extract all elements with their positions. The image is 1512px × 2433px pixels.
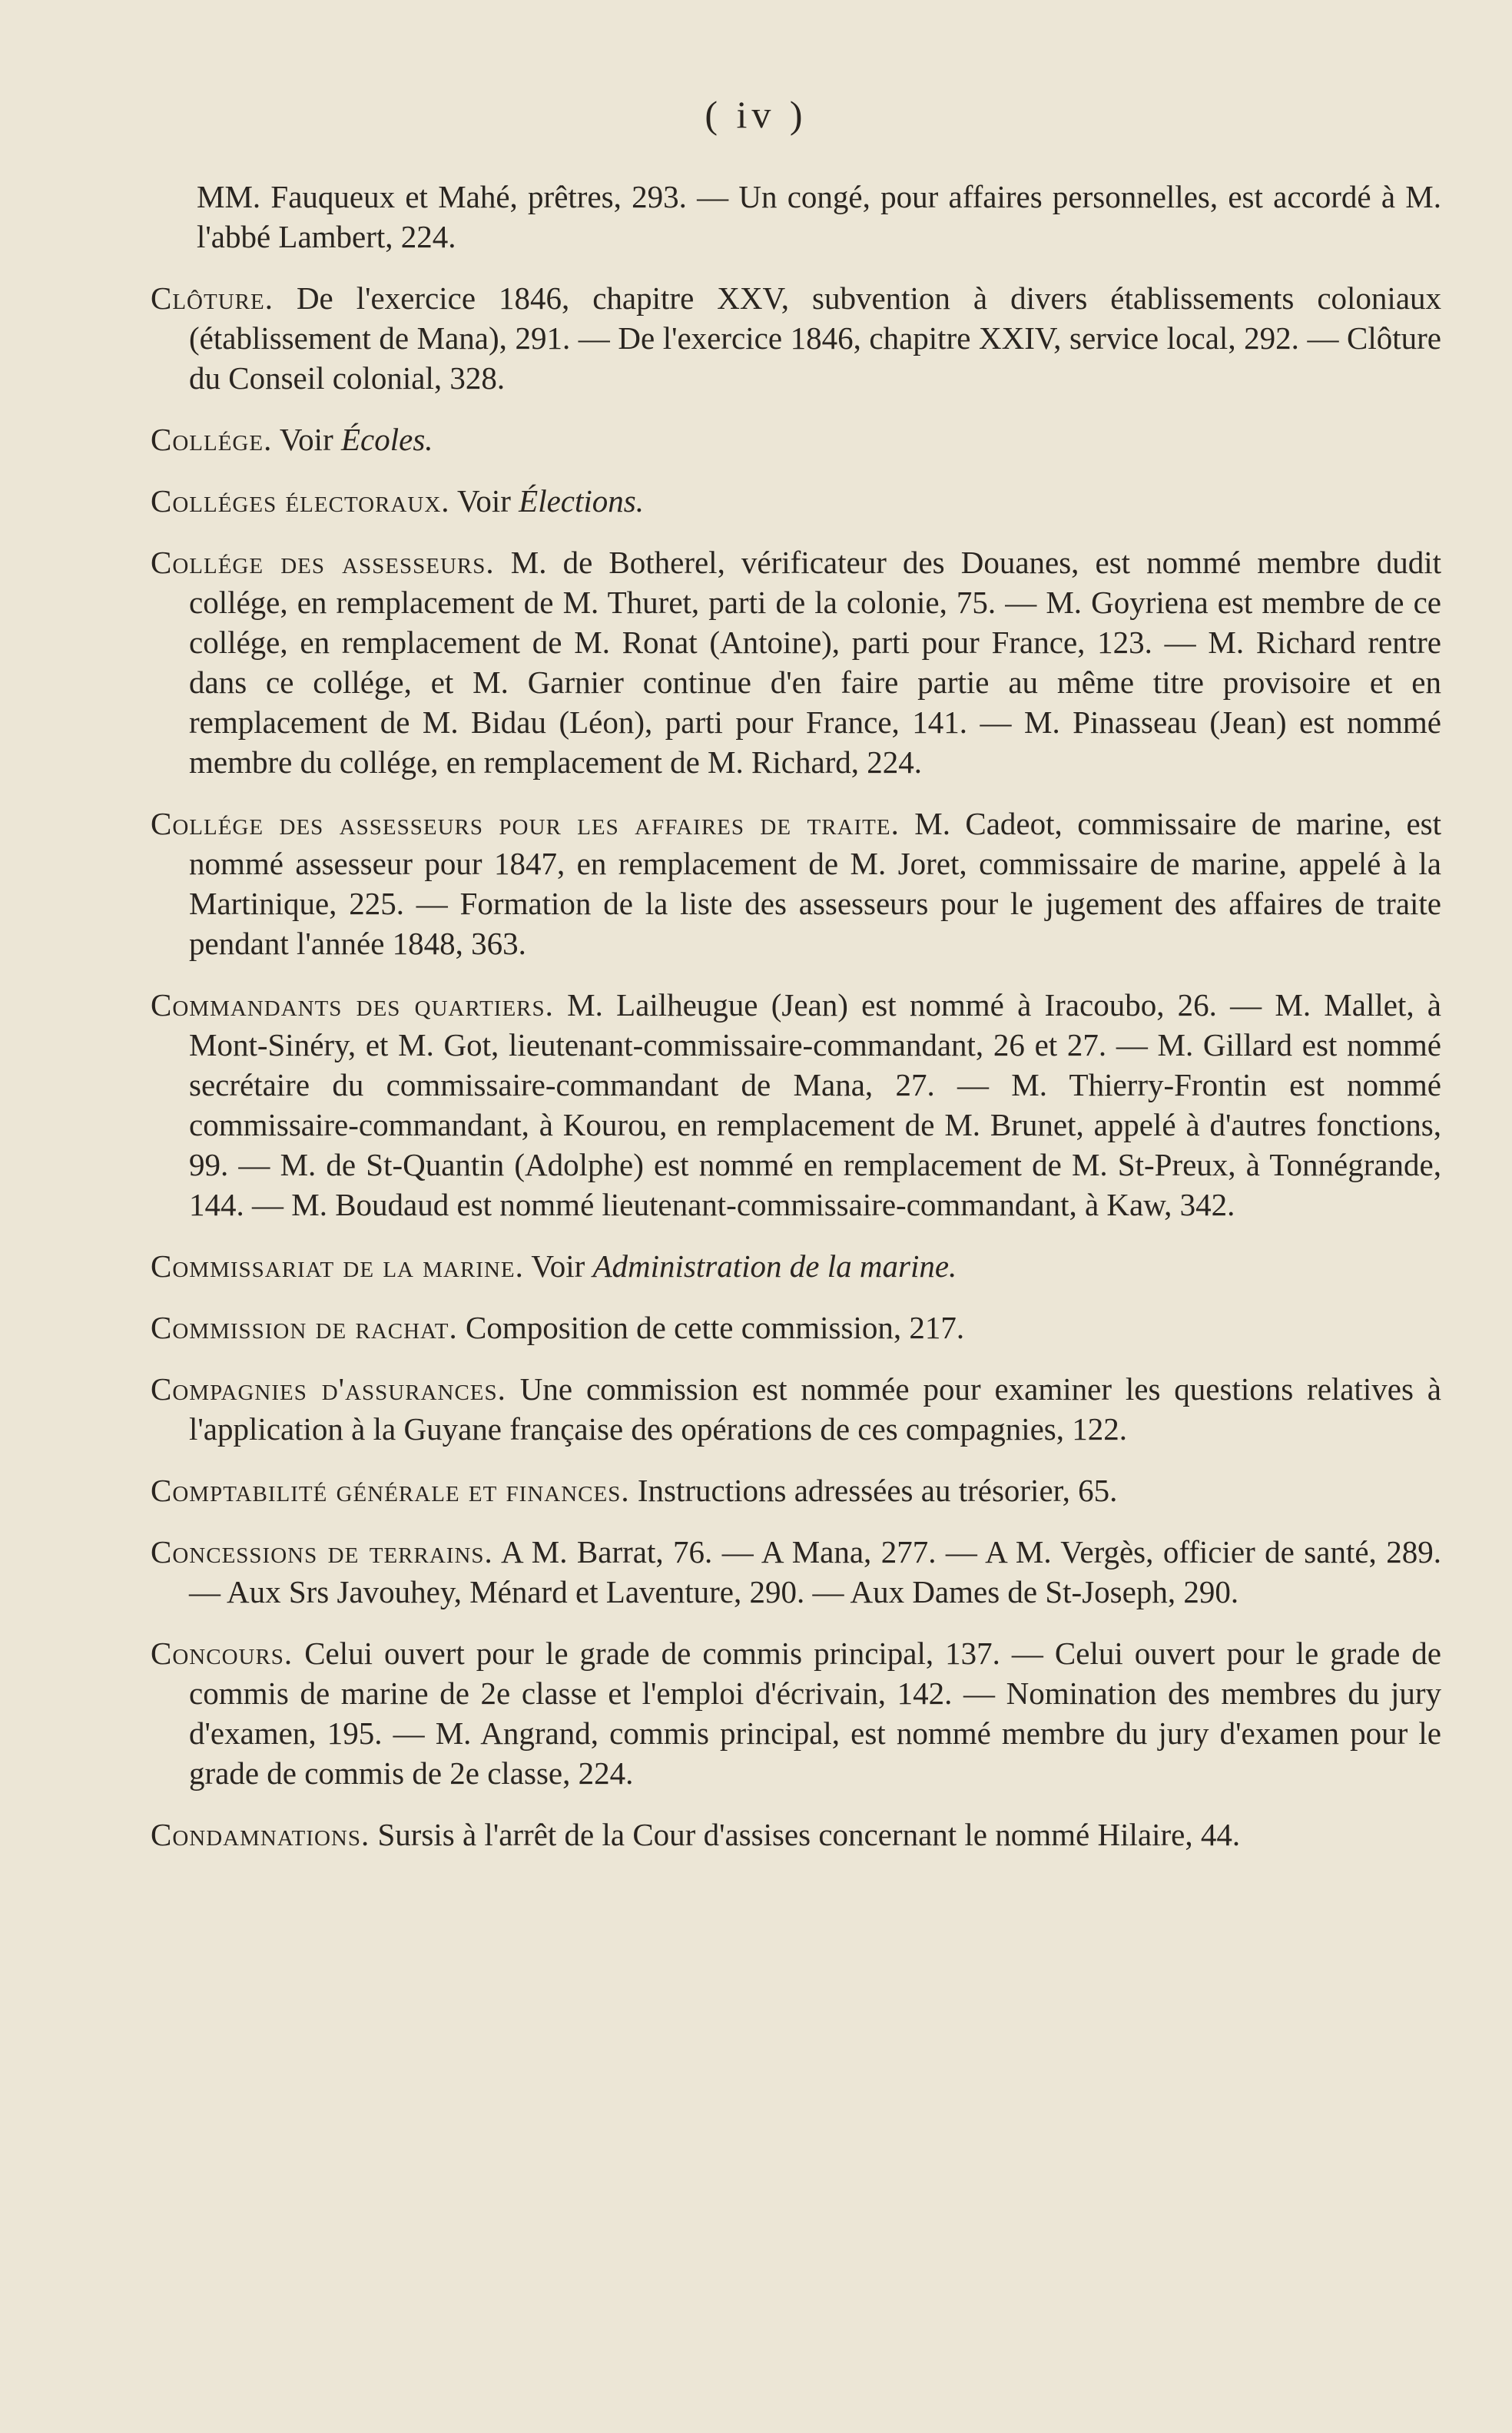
index-entry [151,1633,1441,1793]
entry-heading: Comptabilité générale et finances. [151,1473,630,1508]
entry-text: M. Lailheugue (Jean) est nommé à Iracoubo, 26. — M. Mallet, à Mont-Sinéry, et M. Got, lieutenant-commissaire-commandant, 26 et 27. — M. Gillard est nommé secrétaire du commissaire-commandant de Mana, 27. — M. Thierry-Frontin est nommé commissaire-commandant, à Kourou, en remplacement de M. Brunet, appelé à d'autres fonctions, 99. — M. de St-Quantin (Adolphe) est nommé en remplacement de M. St-Preux, à Tonnégrande, 144. — M. Boudaud est nommé lieutenant-commissaire-commandant, à Kaw, 342. [189,987,1442,1222]
index-entry [151,1369,1441,1449]
index-entry [151,481,1441,521]
index-entry [151,1532,1441,1612]
index-entry [151,1246,1441,1286]
entry-text: Sursis à l'arrêt de la Cour d'assises concernant le nommé Hilaire, 44. [377,1817,1241,1852]
entry-heading: Concessions de terrains. [151,1534,493,1570]
entry-heading: Concours. [151,1636,293,1671]
entry-heading: Clôture. [151,280,274,316]
entry-text: Voir [279,422,333,457]
index-entry [151,278,1441,398]
index-entry [151,1308,1441,1347]
entry-heading: Commandants des quartiers. [151,987,554,1023]
index-entry [151,1470,1441,1510]
entry-heading: Colléges électoraux. [151,483,450,519]
entry-text: Composition de cette commission, 217. [466,1310,965,1345]
entry-text: M. Cadeot, commissaire de marine, est nommé assesseur pour 1847, en remplacement de M. Joret, commissaire de marine, appelé à la Martinique, 225. — Formation de la liste des assesseurs pour le jugement des affaires de traite pendant l'année 1848, 363. [189,806,1441,961]
cross-reference: Élections. [519,483,644,519]
entry-text: A M. Barrat, 76. — A Mana, 277. — A M. Vergès, officier de santé, 289. — Aux Srs Javouhey, Ménard et Laventure, 290. — Aux Dames de St-Joseph, 290. [189,1534,1441,1609]
entry-text: Instructions adressées au trésorier, 65. [637,1473,1118,1508]
entry-text: Voir [457,483,511,519]
index-entry [151,804,1441,963]
entry-text: Une commission est nommée pour examiner les questions relatives à l'application à la Guyane française des opérations de ces compagnies, 122. [189,1371,1441,1447]
entry-heading: Collége des assesseurs pour les affaires de traite. [151,806,900,841]
entry-heading: Commissariat de la marine. [151,1248,524,1284]
entry-heading: Collége des assesseurs. [151,545,495,580]
entry-heading: Commission de rachat. [151,1310,458,1345]
entry-text: MM. Fauqueux et Mahé, prêtres, 293. — Un congé, pour affaires personnelles, est accordé à M. l'abbé Lambert, 224. [197,179,1441,254]
entry-heading: Compagnies d'assurances. [151,1371,506,1407]
index-entry [151,1815,1441,1855]
cross-reference: Écoles. [340,422,433,457]
entry-text: Voir [531,1248,585,1284]
index-entry [151,177,1441,257]
entry-text: De l'exercice 1846, chapitre XXV, subvention à divers établissements coloniaux (établissement de Mana), 291. — De l'exercice 1846, chapitre XXIV, service local, 292. — Clôture du Conseil colonial, 328. [189,280,1442,396]
entry-text: Celui ouvert pour le grade de commis principal, 137. — Celui ouvert pour le grade de commis de marine de 2e classe et l'emploi d'écrivain, 142. — Nomination des membres du jury d'examen, 195. — M. Angrand, commis principal, est nommé membre du jury d'examen pour le grade de commis de 2e classe, 224. [189,1636,1441,1791]
entry-heading: Collége. [151,422,273,457]
index-entry [151,985,1441,1225]
index-body [151,177,1441,1876]
entry-heading: Condamnations. [151,1817,370,1852]
cross-reference: Administration de la marine. [592,1248,957,1284]
index-entry [151,542,1441,782]
entry-text: M. de Botherel, vérificateur des Douanes, est nommé membre dudit collége, en remplacement de M. Thuret, parti de la colonie, 75. — M. Goyriena est membre de ce collége, en remplacement de M. Ronat (Antoine), parti pour France, 123. — M. Richard rentre dans ce collége, et M. Garnier continue d'en faire partie au même titre provisoire et en remplacement de M. Bidau (Léon), parti pour France, 141. — M. Pinasseau (Jean) est nommé membre du collége, en remplacement de M. Richard, 224. [189,545,1441,780]
page-number: ( iv ) [705,93,807,136]
index-entry [151,419,1441,459]
